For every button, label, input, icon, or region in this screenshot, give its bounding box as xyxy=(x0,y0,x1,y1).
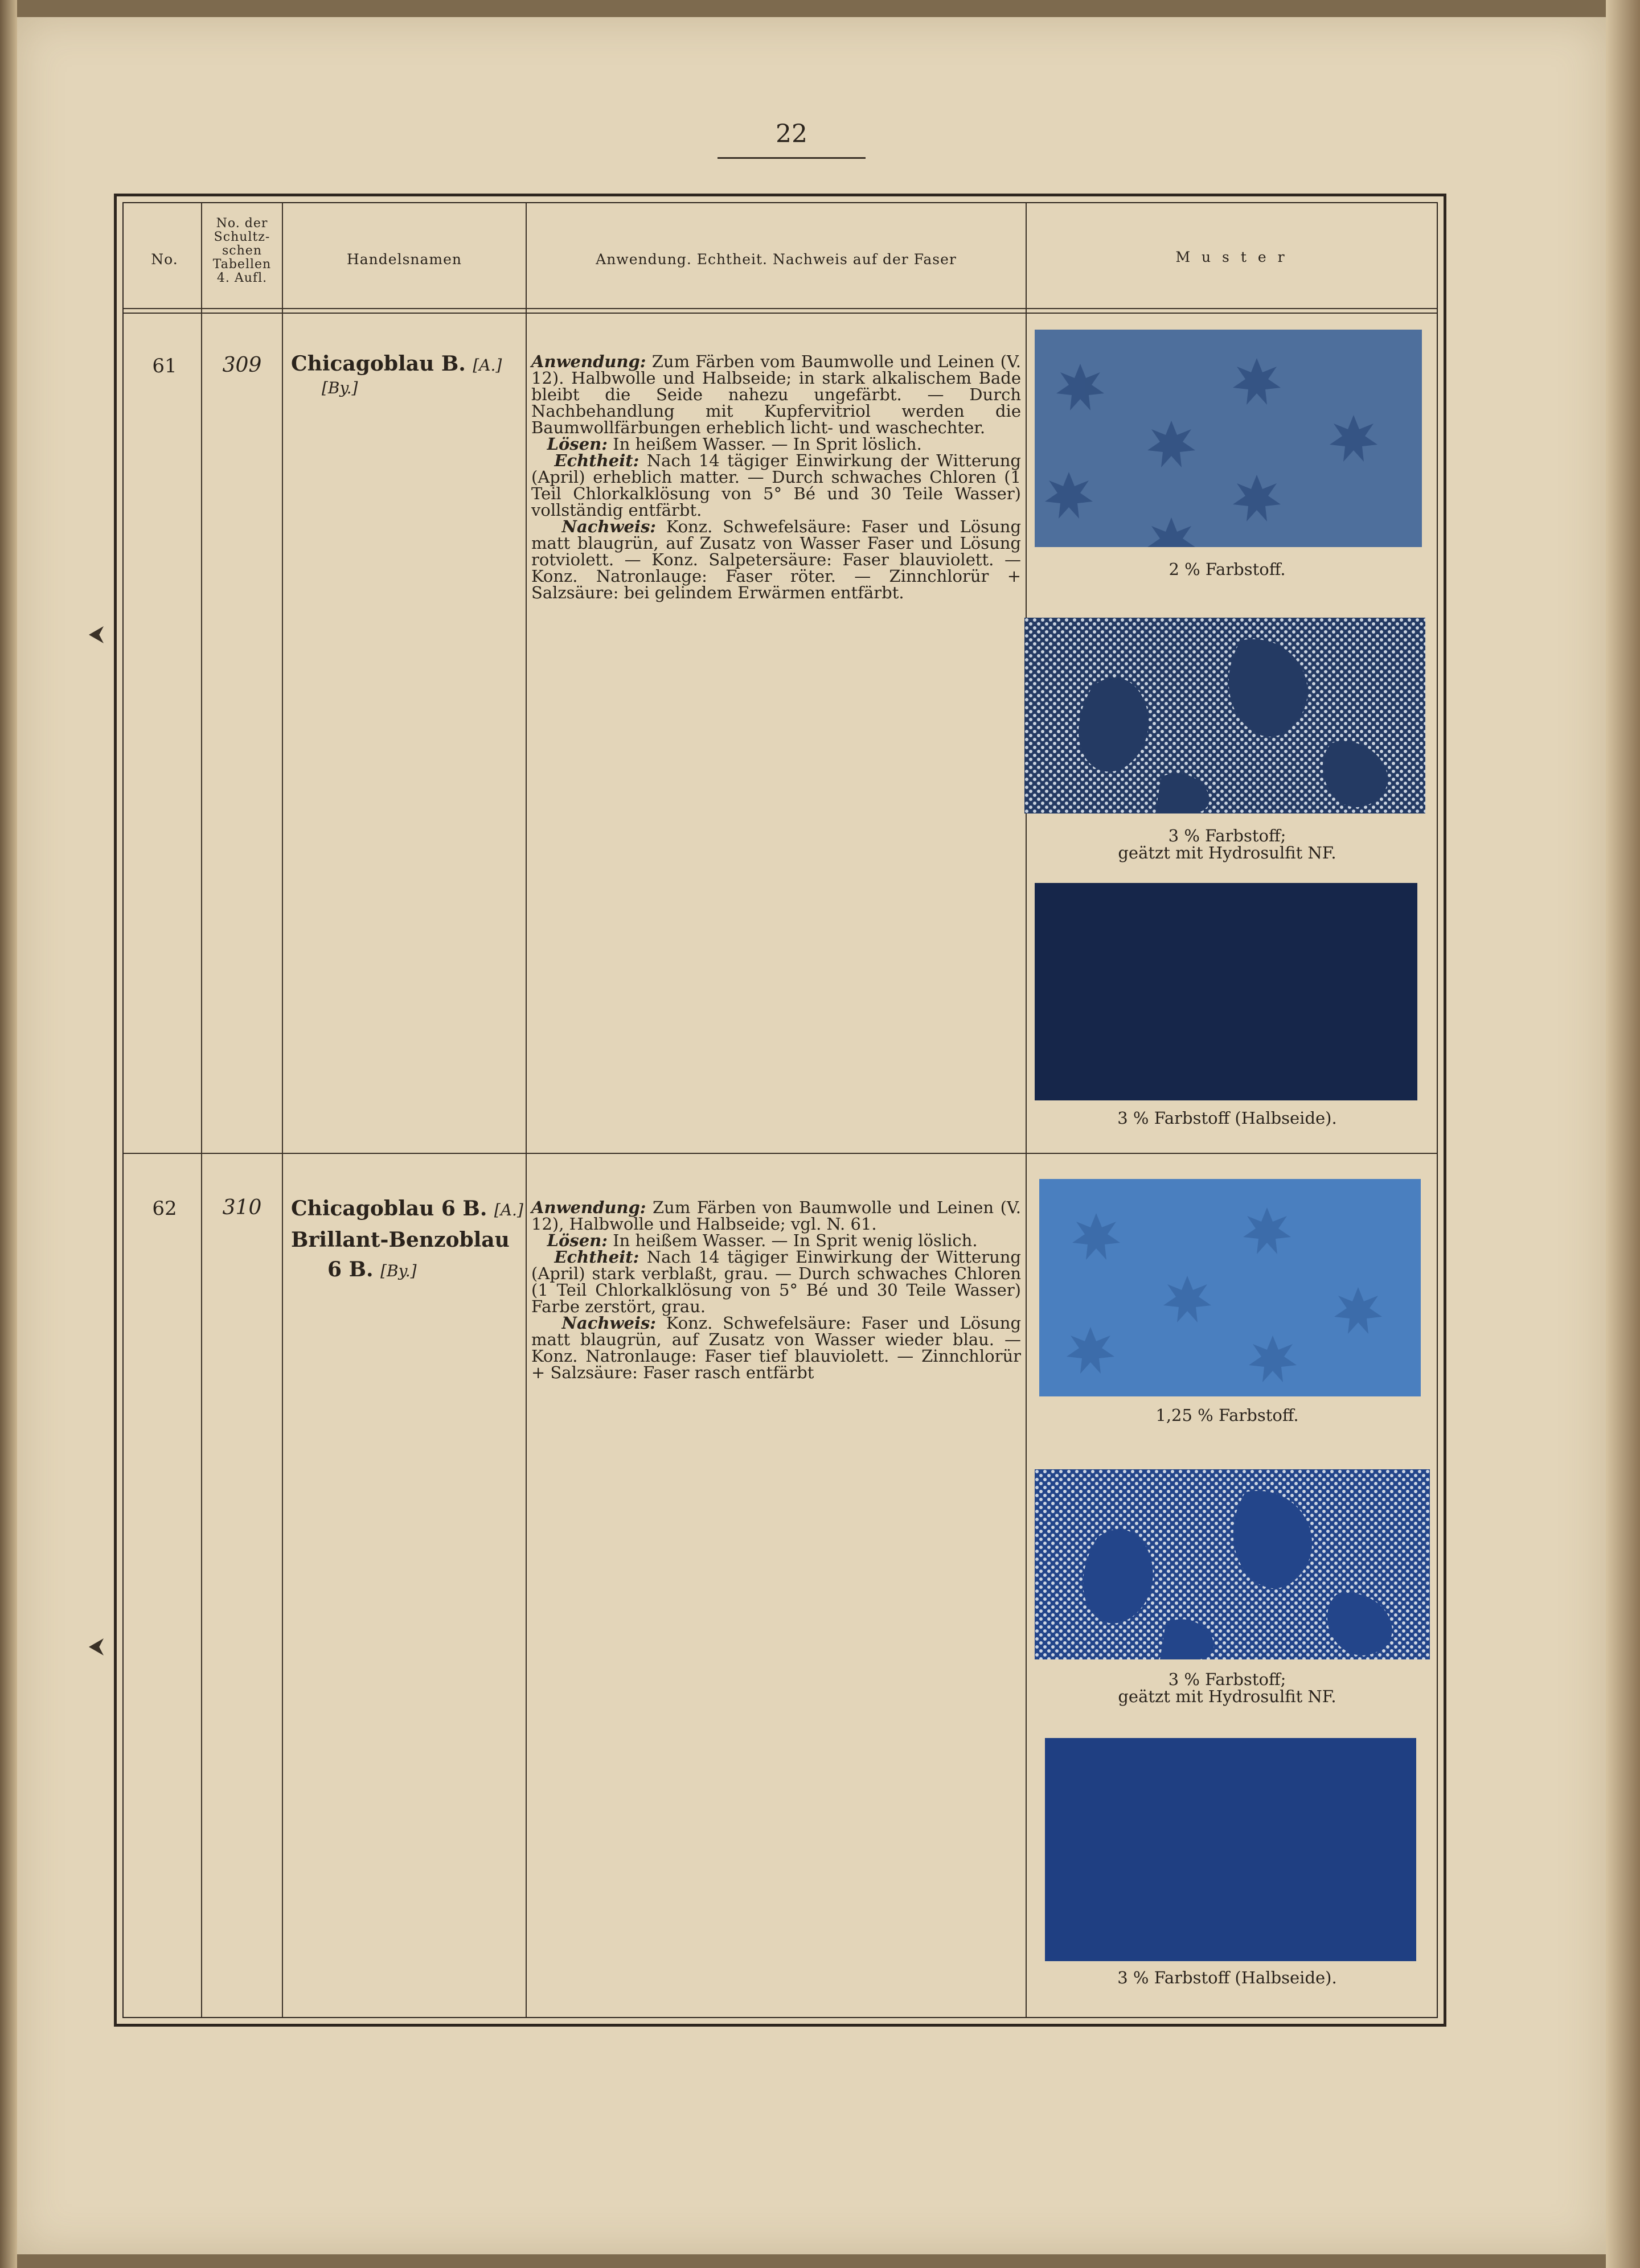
trade-name-text: Chicagoblau 6 B. xyxy=(291,1197,487,1221)
fabric-sample-plain xyxy=(1045,1738,1416,1961)
schultz-number: 310 xyxy=(222,1196,262,1219)
page-stack-edge xyxy=(1606,0,1640,2268)
desc-text: Zum Färben vom Baumwolle und Leinen (V. 12). Halbwolle und Halbseide; in stark alkalischem Bade bleibt die Seide nahezu ungefärbt. — Durch Nachbehandlung mit Kupfervitriol werden die Baumwollfärbungen erheblich licht- und waschechter. xyxy=(531,352,1021,437)
desc-text: Nach 14 tägiger Einwirkung der Witterung (April) stark verblaßt, grau. — Durch schwaches Chloren (1 Teil Chlorkalklösung von 5° Bé und 30 Teile Wasser) Farbe zerstört, grau. xyxy=(531,1247,1021,1316)
trade-name xyxy=(291,349,524,380)
column-rule xyxy=(1026,203,1027,2017)
trade-name-text: Brillant-Benzoblau xyxy=(291,1228,510,1252)
entry-number: 62 xyxy=(152,1197,177,1220)
header-rule xyxy=(124,308,1437,309)
maker-mark: [By.] xyxy=(322,379,358,397)
sample-caption: 3 % Farbstoff (Halbseide). xyxy=(1117,1108,1337,1128)
desc-text: Zum Färben von Baumwolle und Leinen (V. 12), Halbwolle und Halbseide; vgl. N. 61. xyxy=(531,1198,1021,1234)
header-no: No. xyxy=(151,251,178,268)
fabric-sample-discharge xyxy=(1035,1469,1430,1659)
header-muster: M u s t e r xyxy=(1175,249,1288,265)
desc-text: Konz. Schwefelsäure: Faser und Lösung matt blaugrün, auf Zusatz von Wasser Faser und Lösung rotviolett. — Konz. Salpetersäure: Faser blauviolett. — Konz. Natronlauge: Faser röter. — Zinnchlorür + Salzsäure: bei gelindem Erwärmen entfärbt. xyxy=(531,517,1022,602)
row-divider xyxy=(124,1153,1437,1154)
desc-label: Lösen: xyxy=(547,434,608,454)
header-schultz-line: schen xyxy=(222,244,262,258)
header-schultz-line: No. der xyxy=(216,216,268,231)
sample-caption-line: 3 % Farbstoff; xyxy=(1168,1670,1286,1689)
desc-text: In heißem Wasser. — In Sprit wenig löslich. xyxy=(607,1231,978,1250)
trade-mark: [A.] xyxy=(494,1201,523,1219)
desc-label: Nachweis: xyxy=(561,1313,656,1333)
page-number: 22 xyxy=(776,120,807,149)
sample-caption-line: geätzt mit Hydrosulfit NF. xyxy=(1118,843,1336,862)
column-rule xyxy=(282,203,283,2017)
fabric-sample-discharge xyxy=(1024,618,1425,813)
sample-caption: 3 % Farbstoff (Halbseide). xyxy=(1117,1968,1337,1987)
desc-text: Konz. Schwefelsäure: Faser und Lösung matt blaugrün, auf Zusatz von Wasser wieder blau. — Konz. Natronlauge: Faser tief blauviolett. — Zinnchlorür + Salzsäure: Faser rasch entfärbt xyxy=(531,1313,1022,1382)
pin-mark xyxy=(89,626,104,643)
fabric-ground xyxy=(1045,1738,1416,1961)
trade-name-text: 6 B. xyxy=(327,1258,374,1281)
sample-caption: 1,25 % Farbstoff. xyxy=(1155,1406,1299,1425)
maker-mark: [By.] xyxy=(380,1262,417,1280)
page-number-rule xyxy=(718,157,866,159)
sample-caption-line: geätzt mit Hydrosulfit NF. xyxy=(1118,1687,1336,1706)
entry-number: 61 xyxy=(152,355,177,377)
header-schultz xyxy=(202,217,282,285)
header-anwendung: Anwendung. Echtheit. Nachweis auf der Faser xyxy=(596,251,957,268)
header-handelsnamen: Handelsnamen xyxy=(346,251,462,268)
book-page xyxy=(17,17,1606,2254)
binding-edge xyxy=(0,0,17,2268)
trade-name-text: Chicagoblau B. xyxy=(291,352,466,376)
sample-caption xyxy=(1028,827,1426,861)
header-schultz-line: 4. Aufl. xyxy=(216,271,268,285)
header-schultz-line: Tabellen xyxy=(212,257,272,272)
desc-label: Echtheit: xyxy=(554,1247,639,1267)
desc-label: Echtheit: xyxy=(554,451,639,470)
trade-mark: [A.] xyxy=(473,356,502,375)
desc-label: Anwendung: xyxy=(531,1198,646,1217)
sample-caption-line: 3 % Farbstoff; xyxy=(1168,826,1286,845)
entry-description xyxy=(531,354,1021,601)
trade-name xyxy=(291,1194,530,1286)
pin-mark xyxy=(89,1638,104,1655)
header-rule xyxy=(124,313,1437,314)
schultz-number: 309 xyxy=(222,354,262,377)
desc-label: Anwendung: xyxy=(531,352,646,371)
desc-text: In heißem Wasser. — In Sprit löslich. xyxy=(607,434,922,454)
fabric-sample-star xyxy=(1039,1179,1421,1396)
sample-table xyxy=(114,194,1446,2027)
fabric-sample-plain xyxy=(1035,883,1417,1100)
column-rule xyxy=(526,203,527,2017)
entry-description xyxy=(531,1199,1021,1381)
fabric-ground xyxy=(1035,883,1417,1100)
sample-caption xyxy=(1028,1671,1426,1705)
desc-label: Nachweis: xyxy=(561,517,656,536)
column-rule xyxy=(201,203,202,2017)
header-schultz-line: Schultz- xyxy=(214,230,270,244)
fabric-sample-star xyxy=(1035,330,1422,547)
sample-caption: 2 % Farbstoff. xyxy=(1168,560,1286,579)
desc-text: Nach 14 tägiger Einwirkung der Witterung (April) erheblich matter. — Durch schwaches Chloren (1 Teil Chlorkalklösung von 5° Bé und 30 Teile Wasser) vollständig entfärbt. xyxy=(531,451,1021,520)
desc-label: Lösen: xyxy=(547,1231,608,1250)
